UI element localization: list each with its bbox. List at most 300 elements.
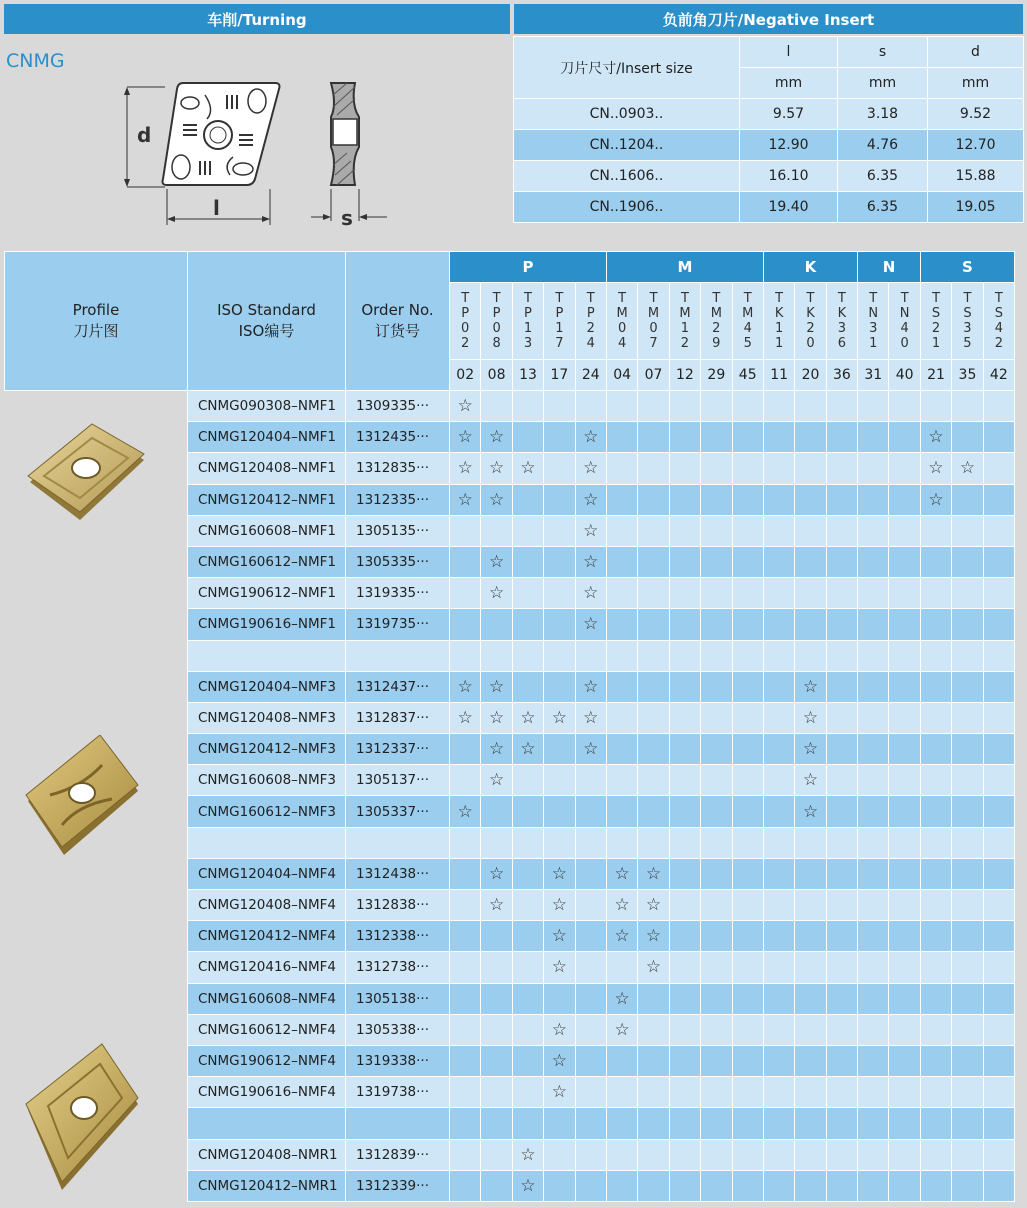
grade-cell (952, 1108, 983, 1139)
grade-cell (512, 827, 543, 858)
iso-code: CNMG120408–NMR1 (188, 1139, 346, 1170)
grade-cell (450, 546, 481, 577)
size-s: 6.35 (838, 192, 928, 223)
grade-cell (481, 921, 512, 952)
grade-number-header: 24 (575, 360, 606, 391)
grade-cell (952, 1014, 983, 1045)
availability-star: ☆ (606, 921, 637, 952)
grade-cell (795, 609, 826, 640)
grade-cell (481, 1045, 512, 1076)
grade-cell (481, 515, 512, 546)
grade-cell (575, 1139, 606, 1170)
grade-cell (512, 578, 543, 609)
grade-cell (701, 983, 732, 1014)
grade-cell (732, 453, 763, 484)
grade-cell (889, 1139, 920, 1170)
grade-cell (763, 609, 794, 640)
grade-cell (638, 422, 669, 453)
profile-cell (5, 578, 188, 609)
iso-code: CNMG190616–NMF1 (188, 609, 346, 640)
grade-cell (669, 702, 700, 733)
grade-cell (638, 765, 669, 796)
grade-cell (669, 578, 700, 609)
availability-star: ☆ (544, 952, 575, 983)
grade-cell (858, 1077, 889, 1108)
table-row (5, 515, 1015, 546)
l-label: l (213, 196, 220, 220)
grade-code-header: T N 4 0 (889, 283, 920, 360)
availability-star: ☆ (575, 515, 606, 546)
order-number: 1305338··· (346, 1014, 450, 1045)
order-number: 1309335··· (346, 391, 450, 422)
availability-star: ☆ (481, 890, 512, 921)
grade-cell (512, 1108, 543, 1139)
grade-cell (920, 1108, 951, 1139)
availability-star: ☆ (481, 546, 512, 577)
grade-cell (763, 827, 794, 858)
grade-cell (512, 391, 543, 422)
grade-code-header: T S 2 1 (920, 283, 951, 360)
iso-code (188, 640, 346, 671)
grade-cell (795, 858, 826, 889)
grade-cell (795, 515, 826, 546)
grade-cell (889, 453, 920, 484)
grade-cell (795, 921, 826, 952)
table-row (5, 921, 1015, 952)
iso-code: CNMG120412–NMF4 (188, 921, 346, 952)
material-group-n: N (858, 252, 921, 283)
grade-cell (481, 1170, 512, 1201)
negative-insert-header: 负前角刀片/Negative Insert (514, 4, 1023, 34)
availability-star: ☆ (481, 422, 512, 453)
grade-cell (732, 765, 763, 796)
grade-cell (889, 765, 920, 796)
order-number: 1305337··· (346, 796, 450, 827)
grade-cell (795, 1139, 826, 1170)
grade-cell (763, 391, 794, 422)
grade-cell (889, 671, 920, 702)
order-number: 1319735··· (346, 609, 450, 640)
grade-cell (826, 391, 857, 422)
grade-cell (669, 1108, 700, 1139)
grade-cell (889, 702, 920, 733)
grade-cell (638, 453, 669, 484)
grade-cell (983, 765, 1014, 796)
availability-star: ☆ (544, 858, 575, 889)
grade-number-header: 08 (481, 360, 512, 391)
size-l: 12.90 (740, 130, 838, 161)
grade-cell (669, 515, 700, 546)
grade-number-header: 21 (920, 360, 951, 391)
grade-cell (732, 484, 763, 515)
availability-star: ☆ (544, 890, 575, 921)
size-l: 16.10 (740, 161, 838, 192)
grade-cell (983, 1170, 1014, 1201)
order-number: 1305135··· (346, 515, 450, 546)
grade-cell (952, 422, 983, 453)
grade-cell (858, 609, 889, 640)
grade-cell (701, 671, 732, 702)
order-number: 1312339··· (346, 1170, 450, 1201)
iso-code: CNMG120416–NMF4 (188, 952, 346, 983)
grade-cell (450, 890, 481, 921)
size-d: 19.05 (928, 192, 1024, 223)
grade-cell (952, 484, 983, 515)
grade-cell (450, 640, 481, 671)
grade-cell (701, 796, 732, 827)
grade-cell (732, 1045, 763, 1076)
grade-cell (826, 640, 857, 671)
grade-cell (732, 952, 763, 983)
order-cn: 订货号 (374, 322, 420, 340)
availability-star: ☆ (544, 1077, 575, 1108)
grade-cell (669, 671, 700, 702)
iso-code: CNMG120404–NMF3 (188, 671, 346, 702)
availability-star: ☆ (481, 734, 512, 765)
grade-cell (952, 858, 983, 889)
grade-cell (983, 640, 1014, 671)
grade-cell (858, 796, 889, 827)
grade-cell (952, 578, 983, 609)
grade-number-header: 29 (701, 360, 732, 391)
size-name: CN..1906.. (514, 192, 740, 223)
grade-cell (920, 671, 951, 702)
grade-code-header: T S 4 2 (983, 283, 1014, 360)
grade-cell (858, 734, 889, 765)
grade-cell (732, 734, 763, 765)
grade-cell (575, 921, 606, 952)
grade-cell (701, 484, 732, 515)
grade-cell (858, 827, 889, 858)
size-name: CN..1606.. (514, 161, 740, 192)
size-d: 12.70 (928, 130, 1024, 161)
availability-star: ☆ (920, 484, 951, 515)
table-row (5, 453, 1015, 484)
grade-cell (701, 546, 732, 577)
grade-cell (952, 921, 983, 952)
grade-cell (952, 890, 983, 921)
availability-star: ☆ (575, 609, 606, 640)
grade-cell (512, 546, 543, 577)
grade-cell (763, 702, 794, 733)
grade-cell (544, 609, 575, 640)
profile-en: Profile (72, 301, 120, 319)
grade-cell (763, 952, 794, 983)
grade-cell (826, 827, 857, 858)
grade-cell (795, 952, 826, 983)
grade-cell (575, 796, 606, 827)
availability-star: ☆ (450, 702, 481, 733)
grade-cell (544, 578, 575, 609)
availability-star: ☆ (481, 578, 512, 609)
grade-cell (669, 1139, 700, 1170)
grade-cell (826, 983, 857, 1014)
grade-cell (920, 640, 951, 671)
grade-cell (481, 952, 512, 983)
grade-cell (544, 1139, 575, 1170)
grade-cell (795, 484, 826, 515)
grade-cell (732, 983, 763, 1014)
availability-star: ☆ (795, 702, 826, 733)
grade-cell (606, 796, 637, 827)
grade-cell (481, 609, 512, 640)
availability-star: ☆ (638, 858, 669, 889)
grade-cell (763, 1170, 794, 1201)
grade-availability-table (4, 251, 1015, 1202)
grade-cell (920, 858, 951, 889)
grade-code-header: T K 3 6 (826, 283, 857, 360)
grade-cell (763, 921, 794, 952)
order-header (346, 252, 450, 391)
availability-star: ☆ (606, 858, 637, 889)
grade-cell (983, 484, 1014, 515)
grade-cell (701, 640, 732, 671)
grade-cell (732, 1139, 763, 1170)
grade-cell (732, 890, 763, 921)
grade-cell (983, 671, 1014, 702)
order-number: 1312335··· (346, 484, 450, 515)
grade-code-header: T K 1 1 (763, 283, 794, 360)
grade-cell (952, 952, 983, 983)
grade-cell (983, 858, 1014, 889)
grade-cell (983, 921, 1014, 952)
grade-cell (512, 983, 543, 1014)
grade-cell (450, 1139, 481, 1170)
grade-cell (920, 983, 951, 1014)
grade-cell (952, 640, 983, 671)
iso-code: CNMG160608–NMF4 (188, 983, 346, 1014)
unit-l: mm (740, 68, 838, 99)
grade-cell (481, 827, 512, 858)
grade-number-header: 12 (669, 360, 700, 391)
availability-star: ☆ (512, 1139, 543, 1170)
grade-cell (826, 890, 857, 921)
grade-cell (544, 765, 575, 796)
grade-cell (481, 1077, 512, 1108)
grade-cell (638, 671, 669, 702)
grade-code-header: T M 2 9 (701, 283, 732, 360)
availability-star: ☆ (606, 1014, 637, 1045)
grade-cell (983, 1077, 1014, 1108)
grade-cell (858, 1170, 889, 1201)
table-row (5, 484, 1015, 515)
grade-cell (889, 796, 920, 827)
grade-cell (701, 1108, 732, 1139)
grade-cell (858, 1045, 889, 1076)
grade-cell (952, 1077, 983, 1108)
profile-header (5, 252, 188, 391)
grade-cell (826, 1045, 857, 1076)
grade-cell (450, 609, 481, 640)
availability-star: ☆ (795, 765, 826, 796)
insert-nmf1-image (22, 420, 152, 530)
grade-cell (481, 796, 512, 827)
grade-cell (575, 391, 606, 422)
grade-cell (952, 796, 983, 827)
profile-cn: 刀片图 (73, 322, 119, 340)
iso-code: CNMG120408–NMF3 (188, 702, 346, 733)
grade-cell (512, 671, 543, 702)
grade-cell (826, 734, 857, 765)
grade-cell (889, 609, 920, 640)
grade-cell (826, 702, 857, 733)
grade-cell (638, 578, 669, 609)
grade-cell (701, 858, 732, 889)
order-number: 1319338··· (346, 1045, 450, 1076)
grade-cell (858, 391, 889, 422)
grade-cell (544, 422, 575, 453)
grade-cell (763, 1014, 794, 1045)
grade-cell (732, 578, 763, 609)
grade-cell (763, 484, 794, 515)
grade-cell (638, 515, 669, 546)
grade-cell (889, 1170, 920, 1201)
grade-cell (638, 391, 669, 422)
grade-cell (795, 827, 826, 858)
grade-cell (983, 734, 1014, 765)
grade-cell (952, 983, 983, 1014)
grade-cell (889, 921, 920, 952)
grade-cell (512, 609, 543, 640)
grade-cell (920, 1139, 951, 1170)
availability-star: ☆ (795, 796, 826, 827)
size-l: 9.57 (740, 99, 838, 130)
grade-cell (701, 921, 732, 952)
grade-cell (858, 1139, 889, 1170)
grade-code-header: T M 1 2 (669, 283, 700, 360)
grade-cell (983, 983, 1014, 1014)
grade-cell (669, 546, 700, 577)
grade-cell (701, 453, 732, 484)
grade-cell (575, 1014, 606, 1045)
grade-cell (606, 702, 637, 733)
grade-cell (763, 858, 794, 889)
grade-cell (450, 515, 481, 546)
grade-cell (763, 1045, 794, 1076)
grade-number-header: 07 (638, 360, 669, 391)
grade-cell (983, 453, 1014, 484)
grade-cell (638, 546, 669, 577)
grade-number-header: 17 (544, 360, 575, 391)
iso-en: ISO Standard (217, 301, 316, 319)
grade-cell (920, 609, 951, 640)
iso-code: CNMG190616–NMF4 (188, 1077, 346, 1108)
grade-cell (575, 827, 606, 858)
grade-cell (638, 1108, 669, 1139)
grade-cell (952, 546, 983, 577)
table-row (5, 1108, 1015, 1139)
grade-cell (544, 515, 575, 546)
grade-cell (763, 578, 794, 609)
table-row (5, 1077, 1015, 1108)
grade-cell (450, 827, 481, 858)
grade-cell (858, 453, 889, 484)
grade-cell (763, 796, 794, 827)
grade-cell (669, 858, 700, 889)
grade-cell (575, 1077, 606, 1108)
material-group-k: K (763, 252, 857, 283)
size-name: CN..1204.. (514, 130, 740, 161)
grade-cell (795, 983, 826, 1014)
grade-cell (858, 671, 889, 702)
insert-size-table (513, 36, 1024, 223)
order-number (346, 640, 450, 671)
availability-star: ☆ (544, 1014, 575, 1045)
grade-cell (795, 1014, 826, 1045)
availability-star: ☆ (544, 702, 575, 733)
grade-cell (983, 702, 1014, 733)
grade-cell (512, 484, 543, 515)
grade-cell (763, 734, 794, 765)
grade-cell (858, 702, 889, 733)
grade-cell (920, 952, 951, 983)
grade-number-header: 31 (858, 360, 889, 391)
grade-cell (544, 796, 575, 827)
grade-cell (763, 1139, 794, 1170)
grade-cell (732, 1108, 763, 1139)
grade-cell (481, 640, 512, 671)
grade-cell (544, 546, 575, 577)
grade-cell (481, 1139, 512, 1170)
grade-cell (920, 921, 951, 952)
grade-cell (826, 609, 857, 640)
grade-cell (701, 1139, 732, 1170)
grade-cell (826, 1139, 857, 1170)
grade-cell (826, 1014, 857, 1045)
grade-cell (575, 640, 606, 671)
grade-cell (826, 422, 857, 453)
grade-cell (669, 890, 700, 921)
table-row (5, 609, 1015, 640)
grade-cell (889, 858, 920, 889)
availability-star: ☆ (575, 453, 606, 484)
grade-cell (638, 484, 669, 515)
size-s: 4.76 (838, 130, 928, 161)
grade-number-header: 36 (826, 360, 857, 391)
grade-cell (795, 640, 826, 671)
grade-code-header: T P 0 8 (481, 283, 512, 360)
order-number: 1312437··· (346, 671, 450, 702)
grade-cell (858, 640, 889, 671)
grade-cell (732, 422, 763, 453)
grade-cell (889, 1077, 920, 1108)
size-l: 19.40 (740, 192, 838, 223)
availability-star: ☆ (450, 453, 481, 484)
grade-cell (701, 1014, 732, 1045)
grade-cell (575, 1108, 606, 1139)
availability-star: ☆ (638, 952, 669, 983)
profile-cell (5, 671, 188, 702)
availability-star: ☆ (920, 422, 951, 453)
availability-star: ☆ (450, 796, 481, 827)
unit-s: mm (838, 68, 928, 99)
table-row (5, 983, 1015, 1014)
grade-cell (701, 734, 732, 765)
grade-cell (983, 827, 1014, 858)
table-row (5, 1170, 1015, 1201)
grade-number-header: 04 (606, 360, 637, 391)
grade-cell (952, 765, 983, 796)
grade-cell (858, 1108, 889, 1139)
profile-cell (5, 546, 188, 577)
grade-cell (638, 796, 669, 827)
grade-cell (732, 671, 763, 702)
grade-cell (920, 890, 951, 921)
grade-cell (669, 734, 700, 765)
order-number: 1312738··· (346, 952, 450, 983)
grade-cell (826, 546, 857, 577)
profile-cell (5, 391, 188, 422)
